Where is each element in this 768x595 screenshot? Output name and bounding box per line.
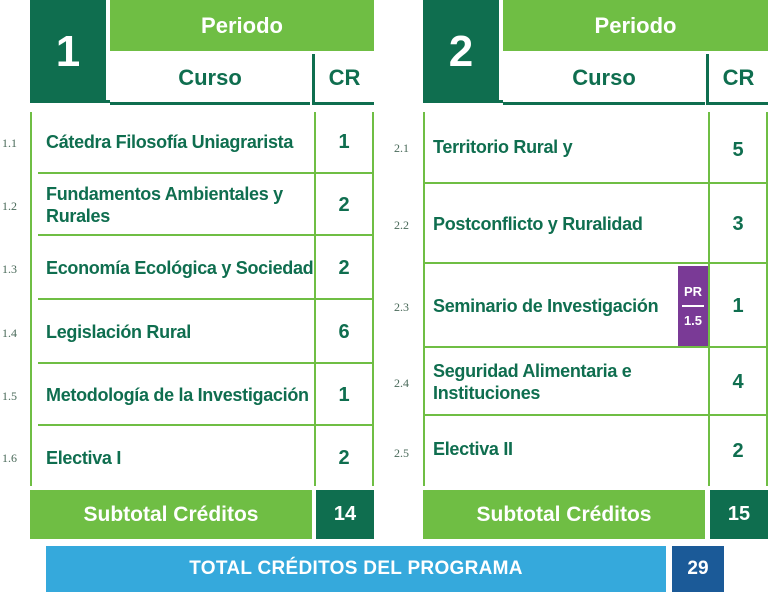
course-number: 1.3: [2, 261, 17, 276]
course-number: 2.5: [394, 445, 409, 460]
course-name: Territorio Rural y: [425, 112, 708, 184]
header-underline: [423, 100, 503, 103]
program-total-value: 29: [672, 546, 724, 592]
prerequisite-label: PR: [683, 284, 703, 299]
course-number: 2.3: [394, 299, 409, 314]
course-name: Fundamentos Ambientales y Rurales: [38, 176, 314, 236]
course-name: Legislación Rural: [38, 302, 314, 364]
badge-divider: [682, 305, 704, 307]
subtotal-value: 15: [710, 490, 768, 539]
course-number: 2.2: [394, 217, 409, 232]
course-name: Seminario de Investigación: [425, 266, 708, 348]
course-name: Electiva II: [433, 439, 513, 459]
period-number: 1: [30, 0, 106, 103]
course-number: 1.4: [2, 325, 17, 340]
course-column-header: Curso: [503, 54, 705, 105]
course-number: 2.4: [394, 375, 409, 390]
course-number: 2.1: [394, 140, 409, 155]
header-underline: [30, 100, 110, 103]
period-number: 2: [423, 0, 499, 103]
course-credits: 2: [316, 238, 372, 300]
program-total-label: TOTAL CRÉDITOS DEL PROGRAMA: [46, 546, 666, 592]
subtotal-label: Subtotal Créditos: [423, 490, 705, 539]
period-header: Periodo: [503, 0, 768, 51]
credits-column-header: CR: [315, 54, 374, 105]
course-name: Economía Ecológica y Sociedad: [38, 238, 314, 300]
course-column-header: Curso: [110, 54, 310, 105]
course-number: 1.1: [2, 135, 17, 150]
course-credits: 2: [316, 176, 372, 236]
table-border: [30, 112, 32, 486]
course-number: 1.6: [2, 450, 17, 465]
course-credits: 1: [316, 112, 372, 174]
course-credits: 1: [316, 366, 372, 426]
course-credits: 6: [316, 302, 372, 364]
table-border: [372, 112, 374, 486]
course-credits: 3: [710, 186, 766, 264]
prerequisite-course: 1.5: [683, 313, 703, 328]
course-number: 1.5: [2, 388, 17, 403]
prerequisite-badge: [678, 266, 708, 346]
course-name: Postconflicto y Ruralidad: [425, 186, 708, 264]
course-name: Seguridad Alimentaria e Instituciones: [425, 350, 708, 416]
credits-column-header: CR: [709, 54, 768, 105]
course-name: Cátedra Filosofía Uniagrarista: [38, 112, 314, 174]
course-credits: 2: [732, 439, 744, 462]
subtotal-value: 14: [316, 490, 374, 539]
course-credits: 2: [338, 446, 350, 469]
course-credits: 5: [710, 112, 766, 184]
course-number: 1.2: [2, 198, 17, 213]
subtotal-label: Subtotal Créditos: [30, 490, 312, 539]
course-credits: 1: [710, 266, 766, 348]
course-credits: 4: [710, 350, 766, 416]
course-name: Electiva I: [46, 448, 122, 468]
course-name: Metodología de la Investigación: [38, 366, 314, 426]
period-header: Periodo: [110, 0, 374, 51]
